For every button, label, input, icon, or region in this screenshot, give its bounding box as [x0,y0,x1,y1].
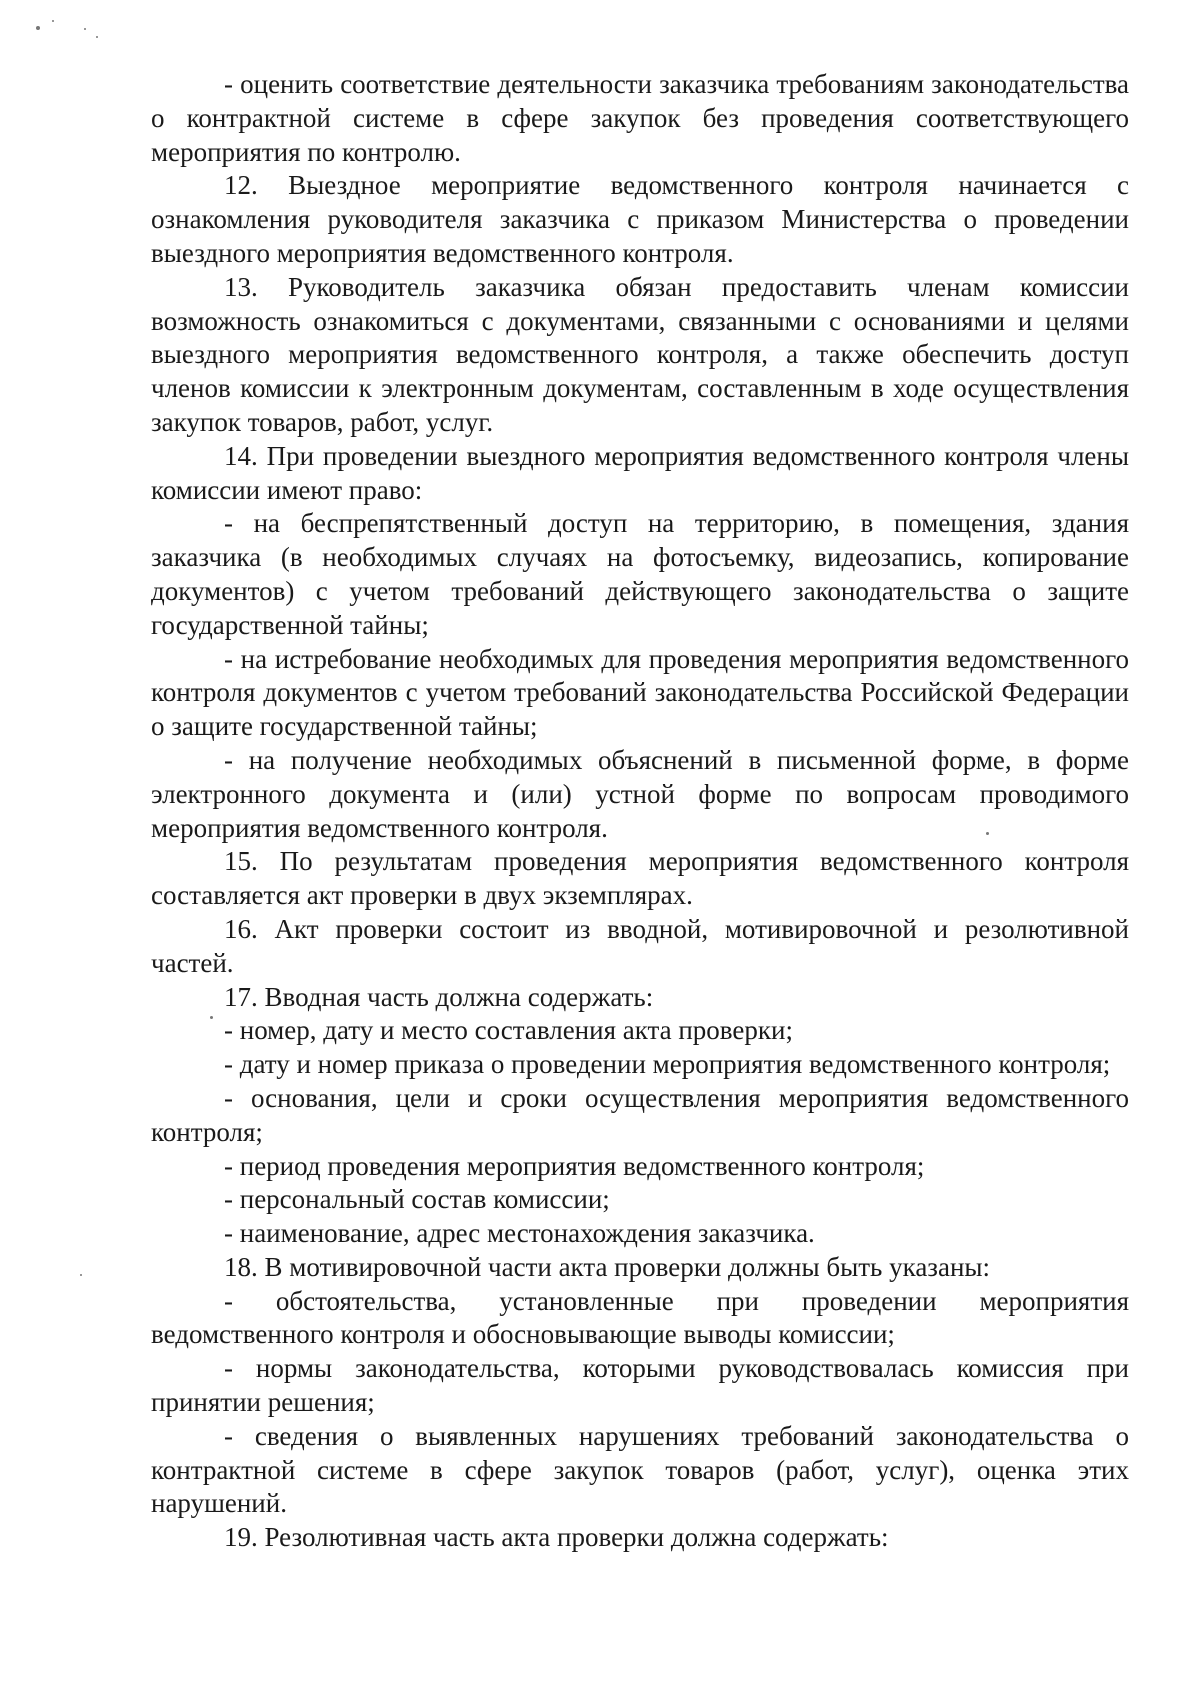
paragraph-19: 19. Резолютивная часть акта проверки должна содержать: [224,1522,889,1553]
paragraph-17-bullet-grounds: - основания, цели и сроки осуществления мероприятия ведомственного контроля; [151,1082,1129,1147]
document-body [151,68,1129,1555]
paragraph-13: 13. Руководитель заказчика обязан предоставить членам комиссии возможность ознакомиться с документами, связанными с основаниями и целями выездного мероприятия ведомственного контроля, а также обеспечить доступ членов комиссии к электронным документам, составленным в ходе осуществления закупок товаров, работ, услуг. [151,271,1129,437]
scan-speck [986,832,989,835]
paragraph-12: 12. Выездное мероприятие ведомственного контроля начинается с ознакомления руководителя заказчика с приказом Министерства о проведении выездного мероприятия ведомственного контроля. [151,170,1129,268]
scan-speck [96,36,98,38]
paragraph-17-bullet-order: - дату и номер приказа о проведении мероприятия ведомственного контроля; [224,1049,1111,1080]
paragraph-15: 15. По результатам проведения мероприятия ведомственного контроля составляется акт проверки в двух экземплярах. [151,846,1129,911]
paragraph-16: 16. Акт проверки состоит из вводной, мотивировочной и резолютивной частей. [151,913,1129,978]
paragraph-17: 17. Вводная часть должна содержать: [224,981,654,1012]
scan-speck [52,20,54,22]
paragraph-intro-bullet: - оценить соответствие деятельности заказчика требованиям законодательства о контрактной системе в сфере закупок без проведения соответствующего мероприятия по контролю. [151,69,1129,167]
paragraph-18-bullet-circumstances: - обстоятельства, установленные при проведении мероприятия ведомственного контроля и обосновывающие выводы комиссии; [151,1285,1129,1350]
paragraph-14: 14. При проведении выездного мероприятия ведомственного контроля члены комиссии имеют право: [151,440,1129,505]
scan-speck [210,1016,213,1019]
paragraph-18-bullet-violations: - сведения о выявленных нарушениях требований законодательства о контрактной системе в сфере закупок товаров (работ, услуг), оценка этих нарушений. [151,1420,1129,1519]
paragraph-14-bullet-documents: - на истребование необходимых для проведения мероприятия ведомственного контроля документов с учетом требований законодательства Российской Федерации о защите государственной тайны; [151,643,1129,742]
paragraph-14-bullet-explanations: - на получение необходимых объяснений в письменной форме, в форме электронного документа и (или) устной форме по вопросам проводимого мероприятия ведомственного контроля. [151,744,1129,843]
paragraph-17-bullet-period: - период проведения мероприятия ведомственного контроля; [224,1150,925,1181]
paragraph-14-bullet-access: - на беспрепятственный доступ на территорию, в помещения, здания заказчика (в необходимых случаях на фотосъемку, видеозапись, копирование документов) с учетом требований действующего законодательства о защите государственной тайны; [151,508,1129,640]
paragraph-17-bullet-number-date: - номер, дату и место составления акта проверки; [224,1015,793,1046]
paragraph-17-bullet-address: - наименование, адрес местонахождения заказчика. [224,1218,815,1249]
scan-speck [80,1274,82,1276]
paragraph-18: 18. В мотивировочной части акта проверки должны быть указаны: [224,1251,991,1282]
paragraph-17-bullet-staff: - персональный состав комиссии; [224,1184,610,1215]
paragraph-18-bullet-norms: - нормы законодательства, которыми руководствовалась комиссия при принятии решения; [151,1353,1129,1418]
scan-speck [36,26,40,30]
scan-speck [84,28,86,30]
